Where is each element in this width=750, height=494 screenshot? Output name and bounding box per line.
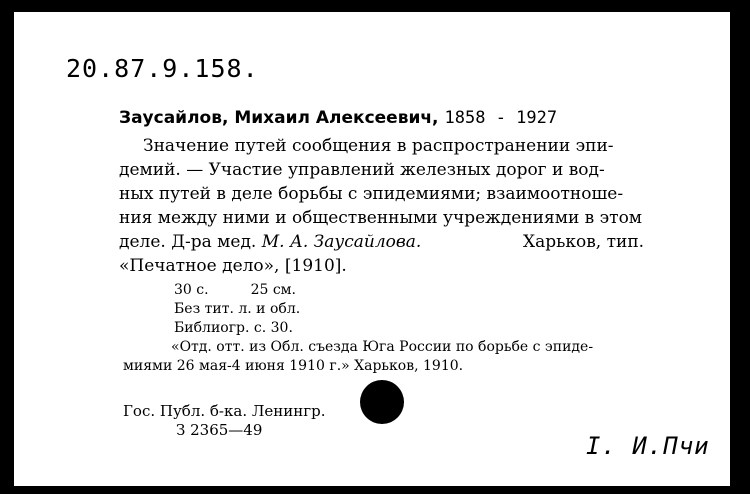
inventory-mark: I. И.Пчи (586, 432, 710, 460)
imprint-place: Харьков, тип. (523, 232, 645, 252)
title-line-3: ных путей в деле борьбы с эпидемиями; взаимоотноше- (119, 184, 624, 204)
shelfmark: 20.87.9.158. (66, 54, 259, 83)
note-bibliography: Библиогр. с. 30. (174, 320, 293, 336)
note-title-page: Без тит. л. и обл. (174, 301, 301, 317)
note-offprint-2: миями 26 мая-4 июня 1910 г.» Харьков, 1910. (123, 358, 464, 374)
author-name: Заусайлов, Михаил Алексеевич, (119, 108, 439, 128)
library-code: З 2365—49 (176, 421, 263, 439)
title-line-4: ния между ними и общественными учреждениями в этом (119, 208, 643, 228)
collation-line (174, 282, 296, 298)
pagination: 30 с. (174, 282, 209, 298)
library-name: Гос. Публ. б-ка. Ленингр. (123, 402, 326, 420)
title-line-1: Значение путей сообщения в распространении эпи- (143, 136, 614, 156)
title-line-5 (119, 232, 645, 252)
dimensions: 25 см. (250, 282, 297, 298)
author-heading (119, 108, 557, 128)
author-dates: 1858 - 1927 (444, 108, 558, 128)
note-offprint-1: «Отд. отт. из Обл. съезда Юга России по борьбе с эпиде- (171, 339, 594, 355)
imprint-publisher: «Печатное дело», [1910]. (119, 256, 347, 276)
catalog-card (14, 12, 730, 486)
title-line-2: демий. — Участие управлений железных дорог и вод- (119, 160, 605, 180)
degree-text: деле. Д-ра мед. (119, 232, 257, 252)
author-statement: М. А. Заусайлова. (261, 232, 422, 252)
punch-hole (360, 380, 404, 424)
